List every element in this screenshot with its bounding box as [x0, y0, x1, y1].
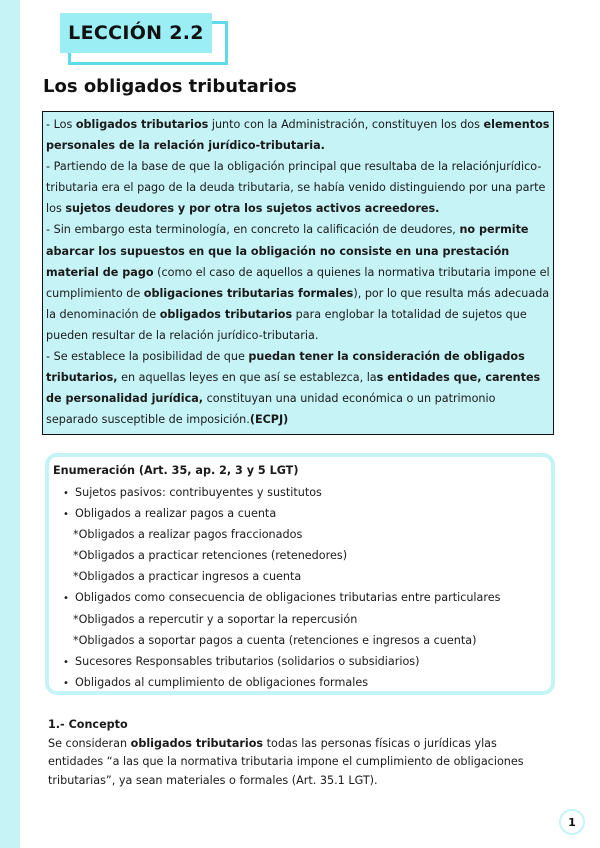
intro-paragraph-4: [46, 346, 550, 430]
text-span: (como el caso de aquellos a quienes la normativa tributaria impone el cumplimiento de: [46, 265, 550, 300]
text-span: - Se establece la posibilidad de que: [46, 350, 249, 364]
bold-span: sujetos deudores y por otra los sujetos activos acreedores.: [65, 202, 440, 216]
list-item-text: Obligados al cumplimiento de obligaciones formales: [75, 675, 369, 689]
text-span: Se consideran: [48, 736, 131, 750]
left-accent-bar: [0, 0, 20, 848]
lesson-badge: [60, 13, 228, 65]
intro-paragraph-3: [46, 219, 550, 346]
sub-list-item: [53, 609, 551, 630]
text-span: - Los: [46, 118, 76, 131]
list-item-text: *Obligados a soportar pagos a cuenta (retenciones e ingresos a cuenta): [73, 633, 477, 647]
bullet-icon: •: [63, 509, 69, 521]
list-item: [53, 503, 551, 524]
intro-paragraph-1: [46, 114, 550, 156]
bold-span: obligados tributarios: [75, 118, 209, 131]
bold-span: (ECPJ): [249, 413, 289, 427]
bullet-icon: •: [63, 593, 69, 605]
bullet-icon: •: [63, 677, 69, 689]
text-span: en aquellas leyes en que así se establezca, la: [117, 371, 377, 385]
bullet-icon: •: [63, 656, 69, 668]
sub-list-item: [53, 630, 551, 651]
intro-box: [42, 111, 554, 435]
list-item: [53, 482, 551, 503]
list-item-text: *Obligados a repercutir y a soportar la repercusión: [73, 612, 358, 626]
sub-list-item: [53, 566, 551, 587]
list-item-text: Sujetos pasivos: contribuyentes y sustitutos: [75, 486, 322, 499]
bold-span: no permite abarcar los supuestos en que la obligación no consiste en una prestación material de pago: [46, 223, 529, 279]
list-item: [53, 587, 551, 608]
enumeration-box: [45, 453, 555, 695]
concept-title: 1.- Concepto: [48, 718, 128, 731]
list-item-text: *Obligados a practicar ingresos a cuenta: [73, 570, 302, 584]
bold-span: elementos personales de la relación jurídico-tributaria.: [46, 118, 550, 153]
enumeration-title: Enumeración (Art. 35, ap. 2, 3 y 5 LGT): [53, 464, 299, 477]
text-span: - Sin embargo esta terminología, en concreto la calificación de deudores,: [46, 223, 460, 237]
bold-span: puedan tener la consideración de obligados tributarios,: [46, 350, 525, 385]
page-title: Los obligados tributarios: [43, 76, 297, 97]
intro-paragraph-2: [46, 156, 550, 219]
bold-span: obligados tributarios: [159, 307, 293, 321]
bold-span: s entidades que, carentes de personalidad jurídica,: [46, 371, 541, 406]
text-span: ), por lo que resulta más adecuada la denominación de: [46, 286, 550, 321]
text-span: junto con la Administración, constituyen los dos: [208, 118, 484, 131]
concept-section: [48, 716, 553, 790]
list-item-text: Obligados a realizar pagos a cuenta: [75, 507, 277, 521]
bullet-icon: •: [63, 488, 69, 499]
text-span: - Partiendo de la base de que la obligación principal que resultaba de la relaciónjurídico-tributaria era el pago de la deuda tributaria, se había venido distinguiendo por una parte los: [46, 160, 546, 216]
sub-list-item: [53, 545, 551, 566]
concept-text: [48, 735, 553, 791]
sub-list-item: [53, 524, 551, 545]
list-item-text: Obligados como consecuencia de obligaciones tributarias entre particulares: [75, 591, 501, 605]
page-number: 1: [559, 809, 585, 835]
list-item: [53, 672, 551, 693]
bold-span: obligaciones tributarias formales: [143, 286, 354, 300]
list-item-text: *Obligados a practicar retenciones (retenedores): [73, 549, 348, 563]
bold-span: obligados tributarios: [130, 736, 264, 750]
list-item: [53, 651, 551, 672]
text-span: todas las personas físicas o jurídicas ylas entidades “a las que la normativa tributaria impone el cumplimiento de obligaciones tributarias”, ya sean materiales o formales (Art. 35.1 LGT).: [48, 736, 524, 787]
list-item-text: *Obligados a realizar pagos fraccionados: [73, 528, 303, 542]
list-item-text: Sucesores Responsables tributarios (solidarios o subsidiarios): [75, 654, 420, 668]
lesson-label: LECCIÓN 2.2: [60, 13, 212, 53]
text-span: constituyan una unidad económica o un patrimonio separado susceptible de imposición.: [46, 392, 496, 427]
text-span: para englobar la totalidad de sujetos que pueden resultar de la relación jurídico-tributaria.: [46, 307, 527, 342]
